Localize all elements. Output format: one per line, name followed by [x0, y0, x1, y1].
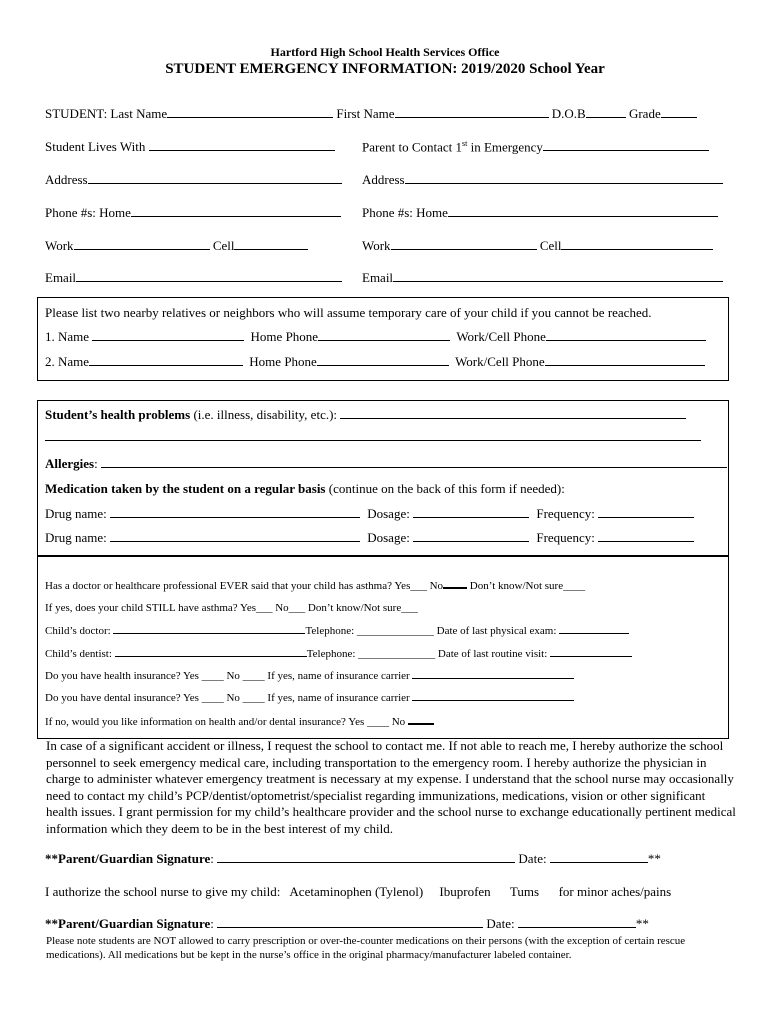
- parent-email-field[interactable]: [393, 270, 723, 282]
- drug-1-frequency-field[interactable]: [598, 506, 694, 518]
- asthma-no-field[interactable]: [443, 579, 467, 589]
- allergies-field[interactable]: [101, 456, 727, 468]
- parent-phone-field[interactable]: [448, 205, 718, 217]
- student-work-row: [45, 238, 308, 254]
- work-cell-label: Work/Cell Phone: [455, 354, 545, 369]
- drug-2-frequency-field[interactable]: [598, 530, 694, 542]
- lives-with-field[interactable]: [149, 139, 335, 151]
- student-phone-field[interactable]: [131, 205, 341, 217]
- student-work-field[interactable]: [74, 238, 210, 250]
- home-phone-label: Home Phone: [249, 354, 317, 369]
- grade-field[interactable]: [661, 106, 697, 118]
- parent-address-row: [362, 172, 723, 188]
- dob-field[interactable]: [586, 106, 626, 118]
- dental-carrier-field[interactable]: [412, 692, 574, 701]
- medication-hint: (continue on the back of this form if needed):: [325, 481, 565, 496]
- student-address-label: Address: [45, 172, 88, 187]
- health-problems-label: Student’s health problems: [45, 407, 191, 422]
- insurance-info-text: If no, would you like information on health and/or dental insurance? Yes ____ No: [45, 716, 408, 728]
- last-name-field[interactable]: [167, 106, 333, 118]
- signature-stars: **: [635, 916, 649, 931]
- parent-work-row: [362, 238, 713, 254]
- work-cell-label: Work/Cell Phone: [456, 329, 546, 344]
- parent-cell-label: Cell: [539, 238, 562, 253]
- health-problems-row: [45, 407, 686, 423]
- asthma-question-text: Has a doctor or healthcare professional EVER said that your child has asthma? Yes___ No: [45, 580, 444, 592]
- parent-email-label: Email: [362, 270, 394, 285]
- parent-email-row: [362, 270, 723, 286]
- parent-contact-label: Parent to Contact 1: [362, 139, 463, 155]
- health-problems-field[interactable]: [340, 407, 686, 419]
- consent-paragraph: In case of a significant accident or illness, I request the school to contact me. If not able to reach me, I hereby authorize the school personnel to seek emergency medical care, including transportation to the emergency room. I hereby authorize the physician in charge to administer whatever emergency treatment is necessary at my expense. I understand that the school nurse may occasionally need to contact my child’s PCP/dentist/optometrist/specialist regarding immunizations, medications, vision or other significant health issues. I grant permission for my child’s healthcare provider and the school nurse to exchange educationally pertinent medical information which they deem to be in the best interest of my child.: [46, 738, 736, 836]
- office-name: Hartford High School Health Services Office: [270, 45, 500, 59]
- dosage-label: Dosage:: [367, 530, 414, 545]
- dosage-label: Dosage:: [367, 506, 414, 521]
- allergies-label: Allergies: [45, 456, 95, 471]
- signature-1-field[interactable]: [217, 851, 515, 863]
- insurance-info-no-field[interactable]: [408, 715, 434, 725]
- health-insurance-row: [45, 670, 574, 682]
- relative-row-2: [45, 354, 705, 370]
- date-label: Date:: [483, 916, 518, 931]
- signature-colon: :: [210, 851, 218, 866]
- student-cell-field[interactable]: [234, 238, 308, 250]
- doctor-telephone: Telephone: ______________: [305, 625, 434, 637]
- drug-2-dosage-field[interactable]: [413, 530, 529, 542]
- signature-stars: **: [647, 851, 661, 866]
- dental-insurance-text: Do you have dental insurance? Yes ____ No ____ If yes, name of insurance carrier: [45, 692, 413, 704]
- allergies-row: [45, 456, 727, 472]
- drug-1-dosage-field[interactable]: [413, 506, 529, 518]
- student-address-field[interactable]: [88, 172, 342, 184]
- parent-work-label: Work: [362, 238, 391, 253]
- drug-name-label: Drug name:: [45, 530, 110, 545]
- parent-phone-row: [362, 205, 718, 221]
- health-box: [37, 400, 729, 739]
- drug-row-2: [45, 530, 694, 546]
- relative-name-label: 2. Name: [45, 354, 90, 369]
- last-physical-field[interactable]: [559, 625, 629, 634]
- student-email-row: [45, 270, 342, 286]
- health-problems-line-2[interactable]: [45, 440, 701, 441]
- student-phone-label: Phone #s: Home: [45, 205, 131, 220]
- signature-label: **Parent/Guardian Signature: [45, 851, 211, 866]
- asthma-question-tail: Don’t know/Not sure____: [467, 580, 586, 592]
- student-name-row: [45, 106, 697, 122]
- signature-label: **Parent/Guardian Signature: [45, 916, 211, 931]
- health-insurance-text: Do you have health insurance? Yes ____ No ____ If yes, name of insurance carrier: [45, 670, 413, 682]
- parent-phone-label: Phone #s: Home: [362, 205, 448, 220]
- lives-with-label: Student Lives With: [45, 139, 146, 154]
- grade-label: Grade: [628, 106, 661, 121]
- parent-contact-row: [362, 139, 709, 155]
- date-1-field[interactable]: [550, 851, 648, 863]
- dentist-label: Child’s dentist:: [45, 648, 115, 660]
- student-address-row: [45, 172, 342, 188]
- parent-address-label: Address: [362, 172, 405, 187]
- parent-address-field[interactable]: [405, 172, 723, 184]
- ordinal-sup: st: [462, 139, 468, 148]
- drug-name-label: Drug name:: [45, 506, 110, 521]
- section-divider: [37, 555, 728, 557]
- dentist-field[interactable]: [115, 648, 307, 657]
- dentist-row: [45, 648, 632, 660]
- parent-contact-suffix: in Emergency: [467, 139, 543, 155]
- drug-row-1: [45, 506, 694, 522]
- form-title: STUDENT EMERGENCY INFORMATION: 2019/2020 School Year: [165, 61, 605, 77]
- relative-row-1: [45, 329, 706, 345]
- health-problems-hint: (i.e. illness, disability, etc.):: [190, 407, 341, 422]
- student-work-label: Work: [45, 238, 74, 253]
- relative-2-home-phone-field[interactable]: [317, 354, 449, 366]
- parent-work-field[interactable]: [391, 238, 537, 250]
- last-name-label: STUDENT: Last Name: [45, 106, 168, 121]
- dob-label: D.O.B: [551, 106, 586, 121]
- relative-1-work-cell-field[interactable]: [546, 329, 706, 341]
- parent-contact-field[interactable]: [543, 139, 709, 151]
- medication-row: [45, 481, 565, 497]
- medication-label: Medication taken by the student on a regular basis: [45, 481, 326, 496]
- first-name-field[interactable]: [395, 106, 549, 118]
- insurance-info-row: [45, 715, 434, 728]
- medication-note: Please note students are NOT allowed to carry prescription or over-the-counter medications on their persons (with the exception of certain rescue medications). All medications but be kept in the nurse’s office in the original pharmacy/manufacturer labeled container.: [46, 935, 686, 961]
- frequency-label: Frequency:: [536, 506, 599, 521]
- drug-1-name-field[interactable]: [110, 506, 360, 518]
- drug-2-name-field[interactable]: [110, 530, 360, 542]
- relative-1-home-phone-field[interactable]: [318, 329, 450, 341]
- date-label: Date:: [515, 851, 550, 866]
- doctor-label: Child’s doctor:: [45, 625, 114, 637]
- doctor-field[interactable]: [113, 625, 305, 634]
- frequency-label: Frequency:: [536, 530, 599, 545]
- signature-row-2: [45, 916, 649, 932]
- last-visit-field[interactable]: [550, 648, 632, 657]
- signature-row-1: [45, 851, 661, 867]
- allergies-colon: :: [94, 456, 101, 471]
- relatives-intro: Please list two nearby relatives or neighbors who will assume temporary care of your child if you cannot be reached.: [45, 305, 652, 320]
- health-carrier-field[interactable]: [412, 670, 574, 679]
- lives-with-row: [45, 139, 335, 155]
- first-name-label: First Name: [336, 106, 395, 121]
- dental-insurance-row: [45, 692, 574, 704]
- dentist-telephone: Telephone: ______________: [306, 648, 436, 660]
- relative-1-name-field[interactable]: [92, 329, 244, 341]
- student-cell-label: Cell: [212, 238, 235, 253]
- student-email-label: Email: [45, 270, 77, 285]
- authorize-meds-row: I authorize the school nurse to give my child: Acetaminophen (Tylenol) Ibuprofen Tums for minor aches/pains: [45, 884, 672, 899]
- signature-2-field[interactable]: [217, 916, 483, 928]
- student-phone-row: [45, 205, 341, 221]
- parent-cell-field[interactable]: [561, 238, 713, 250]
- relative-2-work-cell-field[interactable]: [545, 354, 705, 366]
- asthma-question: [45, 579, 585, 592]
- asthma-still-question: If yes, does your child STILL have asthma? Yes___ No___ Don’t know/Not sure___: [45, 602, 418, 614]
- date-2-field[interactable]: [518, 916, 636, 928]
- home-phone-label: Home Phone: [250, 329, 319, 344]
- student-email-field[interactable]: [76, 270, 342, 282]
- relative-name-label: 1. Name: [45, 329, 90, 344]
- last-visit-label: Date of last routine visit:: [435, 648, 551, 660]
- doctor-row: [45, 625, 629, 637]
- relative-2-name-field[interactable]: [89, 354, 243, 366]
- last-physical-label: Date of last physical exam:: [433, 625, 560, 637]
- signature-colon: :: [210, 916, 218, 931]
